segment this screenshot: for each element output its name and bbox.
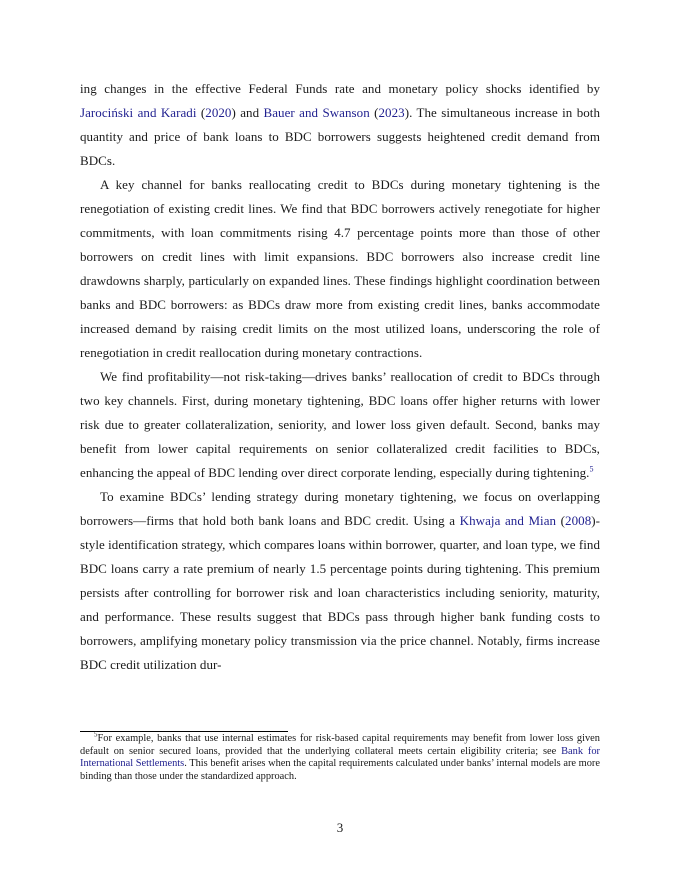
text: ) and <box>231 105 264 120</box>
text: ( <box>556 513 566 528</box>
text: ( <box>196 105 206 120</box>
paragraph-3 <box>80 365 600 485</box>
page-body <box>80 77 600 677</box>
citation-year-2008[interactable]: 2008 <box>565 513 592 528</box>
footnote-mark: 5 <box>94 730 98 739</box>
text: We find profitability—not risk-taking—drives banks’ reallocation of credit to BDCs through two key channels. First, during monetary tightening, BDC loans offer higher returns with lower risk due to greater collateralization, seniority, and lower loss given default. Second, banks may benefit from lower capital requirements on senior collateralized credit facilities to BDCs, enhancing the appeal of BDC lending over direct corporate lending, especially during tightening. <box>80 369 600 480</box>
footnote-divider <box>80 731 288 732</box>
text: )-style identification strategy, which compares loans within borrower, quarter, and loan type, we find BDC loans carry a rate premium of nearly 1.5 percentage points during tightening. This premium persists after controlling for borrower risk and loan characteristics including seniority, maturity, and performance. These results suggest that BDCs pass through higher bank funding costs to borrowers, amplifying monetary policy transmission via the price channel. Notably, firms increase BDC credit utilization dur- <box>80 513 601 672</box>
citation-year-2023[interactable]: 2023 <box>378 105 405 120</box>
footnote <box>80 730 600 783</box>
paragraph-1 <box>80 77 600 173</box>
citation-bis[interactable]: Bank for International Settlements <box>80 745 600 770</box>
citation-khwaja-mian[interactable]: Khwaja and Mian <box>459 513 557 528</box>
text: To examine BDCs’ lending strategy during monetary tightening, we focus on overlapping borrowers—firms that hold both bank loans and BDC credit. Using a <box>80 489 600 528</box>
footnote-reference[interactable]: 5 <box>589 464 594 474</box>
text: ( <box>369 105 379 120</box>
text: ing changes in the effective Federal Funds rate and monetary policy shocks identified by <box>80 81 600 96</box>
paragraph-2: A key channel for banks reallocating credit to BDCs during monetary tightening is the renegotiation of existing credit lines. We find that BDC borrowers actively renegotiate for higher commitments, with loan commitments rising 4.7 percentage points more than those of other borrowers on credit lines with limit expansions. BDC borrowers also increase credit line drawdowns sharply, particularly on expanded lines. These findings highlight coordination between banks and BDC borrowers: as BDCs draw more from existing credit lines, banks accommodate increased demand by raising credit limits on the most utilized loans, underscoring the role of renegotiation in credit reallocation during monetary contractions. <box>80 177 600 360</box>
text: . This benefit arises when the capital requirements calculated under banks’ internal models are more binding than those under the standardized approach. <box>80 758 600 782</box>
citation-jarocinski-karadi[interactable]: Jarociński and Karadi <box>80 105 197 120</box>
text: ). The simultaneous increase in both quantity and price of bank loans to BDC borrowers suggests heightened credit demand from BDCs. <box>80 105 601 168</box>
citation-bauer-swanson[interactable]: Bauer and Swanson <box>263 105 370 120</box>
paragraph-4 <box>80 485 600 677</box>
citation-year-2020[interactable]: 2020 <box>205 105 232 120</box>
text: For example, banks that use internal estimates for risk-based capital requirements may benefit from lower loss given default on senior secured loans, provided that the underlying collateral meets certain eligibility criteria; see <box>80 733 600 757</box>
page-number: 3 <box>336 820 344 835</box>
